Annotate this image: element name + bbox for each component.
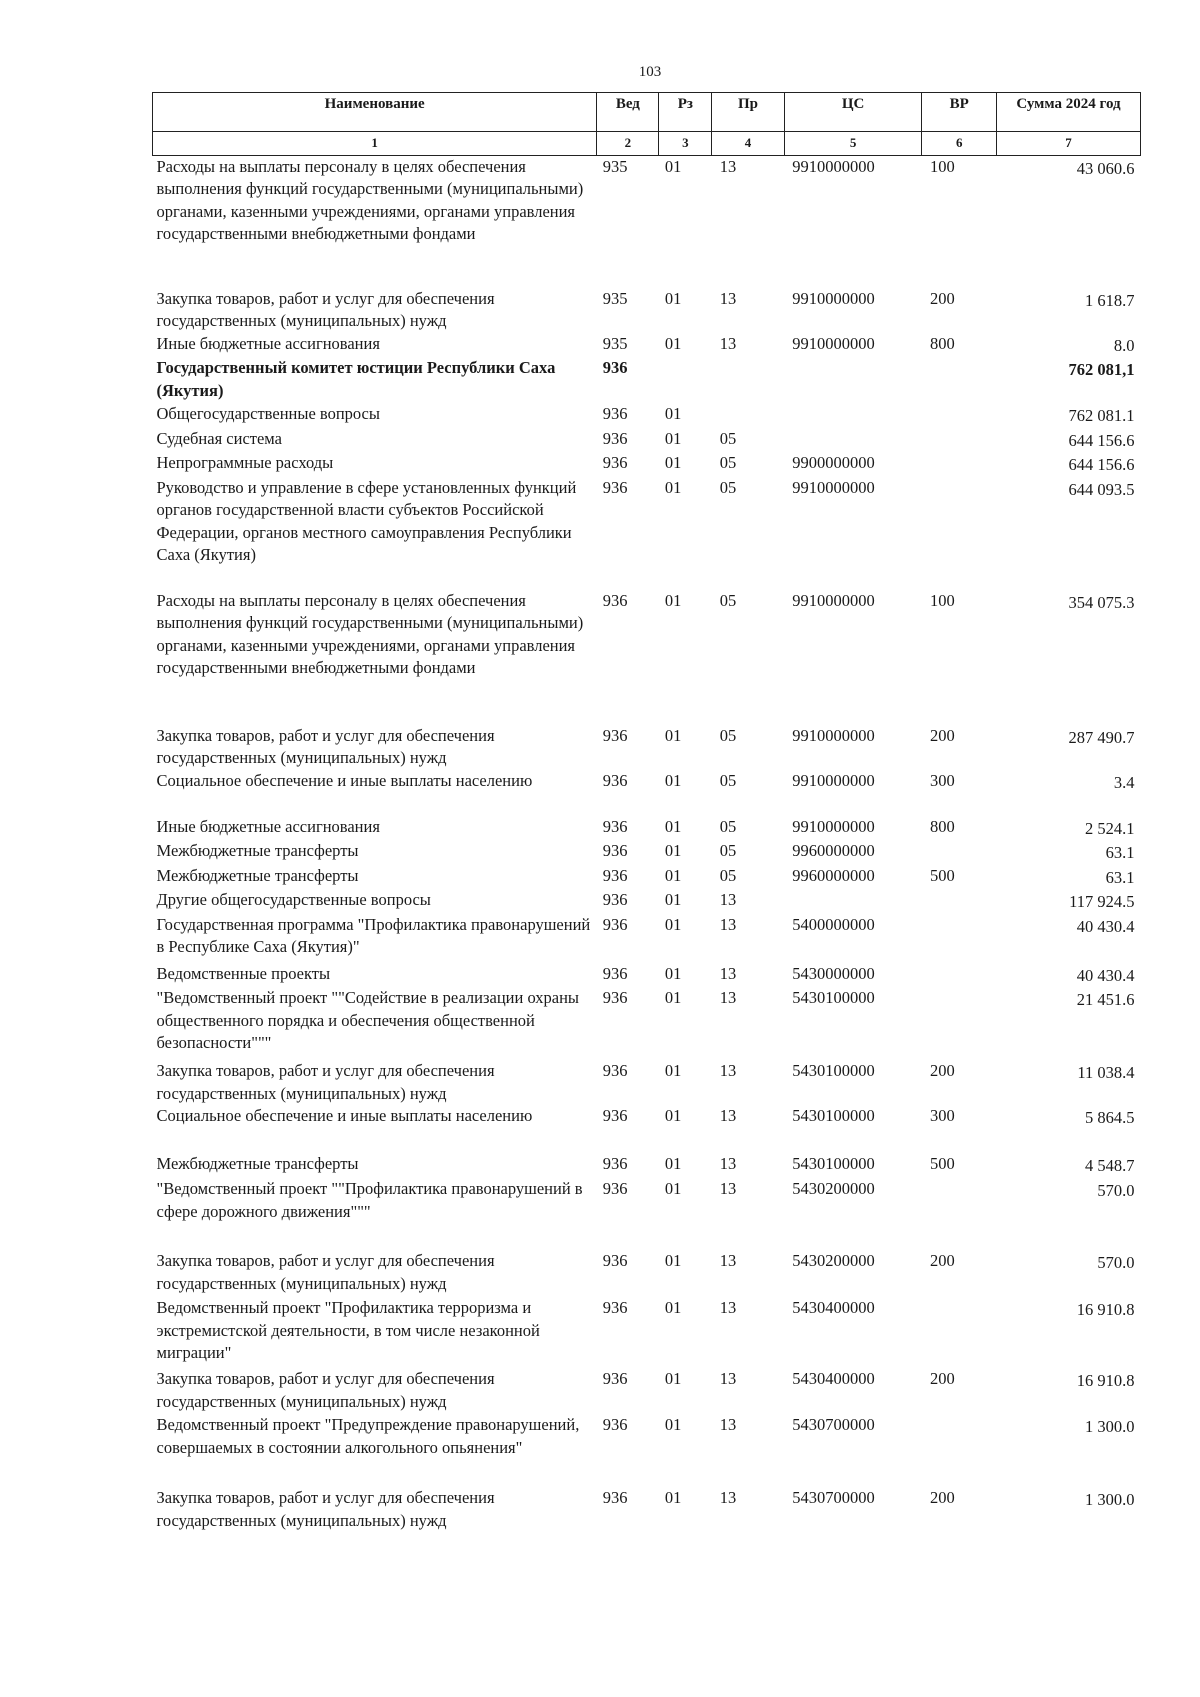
- row-pr: 05: [719, 590, 737, 610]
- table-row: [153, 477, 1141, 590]
- row-name: Непрограммные расходы: [156, 453, 334, 472]
- row-cs: 9900000000: [792, 453, 875, 472]
- row-name: Другие общегосударственные вопросы: [156, 890, 431, 909]
- row-name: "Ведомственный проект ""Профилактика правонарушений в сфере дорожного движения""": [156, 1179, 583, 1221]
- row-pr: 13: [719, 1106, 737, 1125]
- col-header-sum: Сумма 2024 год: [997, 93, 1141, 132]
- col-header-name: Наименование: [153, 93, 597, 132]
- table-row: [153, 816, 1141, 841]
- row-vr: [922, 428, 997, 453]
- row-rz: 01: [664, 725, 682, 745]
- row-ved: 936: [602, 816, 628, 836]
- row-vr: 200: [929, 1488, 955, 1507]
- table-row: [153, 1487, 1141, 1536]
- row-vr: [922, 889, 997, 914]
- row-name: Межбюджетные трансферты: [156, 865, 359, 885]
- col-number-5: 5: [784, 132, 922, 156]
- row-ved: 936: [602, 988, 628, 1007]
- table-row: [153, 770, 1141, 816]
- table-row: [153, 1368, 1141, 1414]
- row-name: Закупка товаров, работ и услуг для обеспечения государственных (муниципальных) нужд: [156, 1251, 495, 1293]
- row-sum: 570.0: [1097, 1253, 1135, 1272]
- row-cs: 5430100000: [792, 1106, 875, 1125]
- row-name: Закупка товаров, работ и услуг для обеспечения государственных (муниципальных) нужд: [156, 725, 495, 767]
- row-name: Государственный комитет юстиции Республики Саха (Якутия): [156, 358, 556, 400]
- row-pr: 05: [719, 725, 737, 745]
- row-vr: 800: [929, 333, 955, 353]
- row-ved: 936: [602, 404, 628, 423]
- row-cs: 9960000000: [792, 841, 875, 860]
- row-pr: 13: [719, 890, 737, 909]
- row-vr: [922, 357, 997, 403]
- row-vr: 500: [929, 865, 955, 885]
- row-pr: 13: [719, 963, 737, 983]
- table-row: [153, 1153, 1141, 1178]
- row-ved: 936: [602, 1488, 628, 1507]
- row-pr: 05: [719, 816, 737, 836]
- row-name: Расходы на выплаты персоналу в целях обеспечения выполнения функций государственными (муниципальными) органами, казенными учреждениями, органами управления государственными внебюджетными фондами: [156, 590, 584, 677]
- row-ved: 936: [602, 590, 628, 610]
- row-rz: 01: [664, 590, 682, 610]
- row-name: Иные бюджетные ассигнования: [156, 333, 380, 353]
- row-name: Руководство и управление в сфере установленных функций органов государственной власти субъектов Российской Федерации, органов местного самоуправления Республики Саха (Якутия): [156, 477, 577, 564]
- row-pr: 13: [719, 1251, 737, 1270]
- row-ved: 936: [602, 770, 628, 790]
- row-ved: 935: [602, 333, 628, 353]
- table-row: [153, 1105, 1141, 1153]
- row-vr: [922, 477, 997, 590]
- row-cs: 9910000000: [792, 156, 875, 176]
- row-sum: 43 060.6: [1076, 158, 1135, 178]
- table-row: [153, 725, 1141, 770]
- row-vr: 800: [929, 816, 955, 836]
- col-number-6: 6: [922, 132, 997, 156]
- row-ved: 936: [602, 914, 628, 934]
- row-ved: 936: [602, 1061, 628, 1080]
- row-sum: 11 038.4: [1077, 1063, 1135, 1082]
- row-cs: [784, 403, 922, 428]
- row-vr: 200: [929, 1251, 955, 1270]
- row-pr: 13: [719, 1061, 737, 1080]
- row-rz: 01: [664, 1488, 682, 1507]
- row-pr: 13: [719, 1488, 737, 1507]
- row-pr: 13: [719, 1415, 737, 1434]
- row-cs: 5430000000: [792, 963, 875, 983]
- row-rz: 01: [664, 865, 682, 885]
- row-sum: 1 300.0: [1085, 1417, 1135, 1436]
- col-header-ved: Вед: [597, 93, 659, 132]
- row-ved: 936: [602, 1298, 628, 1317]
- row-sum: 287 490.7: [1068, 727, 1135, 747]
- row-ved: 936: [602, 428, 628, 448]
- row-ved: 936: [602, 725, 628, 745]
- row-cs: 9910000000: [792, 590, 875, 610]
- col-header-vr: ВР: [922, 93, 997, 132]
- row-pr: [712, 357, 784, 403]
- row-cs: 9910000000: [792, 288, 875, 308]
- row-name: "Ведомственный проект ""Содействие в реализации охраны общественного порядка и обеспечения общественной безопасности""": [156, 988, 580, 1052]
- row-rz: 01: [664, 453, 682, 472]
- row-vr: [922, 914, 997, 963]
- row-sum: 644 156.6: [1068, 430, 1135, 450]
- table-row: [153, 1414, 1141, 1487]
- row-name: Расходы на выплаты персоналу в целях обеспечения выполнения функций государственными (муниципальными) органами, казенными учреждениями, органами управления государственными внебюджетными фондами: [156, 156, 584, 243]
- row-name: Ведомственные проекты: [156, 963, 331, 983]
- row-sum: 40 430.4: [1076, 916, 1135, 936]
- row-ved: 935: [602, 288, 628, 308]
- row-name: Закупка товаров, работ и услуг для обеспечения государственных (муниципальных) нужд: [156, 1369, 495, 1411]
- table-row: [153, 288, 1141, 333]
- table-row: [153, 403, 1141, 428]
- row-sum: 21 451.6: [1076, 990, 1135, 1009]
- table-row: [153, 1178, 1141, 1250]
- row-ved: 936: [602, 453, 628, 472]
- row-pr: 13: [719, 333, 737, 353]
- page-number: 103: [638, 64, 662, 80]
- row-sum: 63.1: [1105, 843, 1135, 862]
- row-ved: 936: [602, 1369, 628, 1388]
- row-ved: 936: [602, 1251, 628, 1270]
- row-pr: 05: [719, 865, 737, 885]
- row-sum: 3.4: [1113, 772, 1135, 792]
- row-vr: [922, 1414, 997, 1487]
- row-name: Закупка товаров, работ и услуг для обеспечения государственных (муниципальных) нужд: [156, 1488, 495, 1530]
- row-vr: 300: [929, 770, 955, 790]
- row-cs: 5430700000: [792, 1415, 875, 1434]
- row-name: Общегосударственные вопросы: [156, 404, 380, 423]
- row-vr: [922, 987, 997, 1060]
- row-vr: [922, 840, 997, 865]
- row-sum: 354 075.3: [1068, 592, 1135, 612]
- header-number-row: [153, 132, 1141, 156]
- row-ved: 936: [602, 477, 628, 497]
- row-name: Судебная система: [156, 428, 282, 448]
- row-pr: 13: [719, 914, 737, 934]
- row-cs: 5430700000: [792, 1488, 875, 1507]
- row-vr: 300: [929, 1106, 955, 1125]
- col-number-3: 3: [659, 132, 712, 156]
- table-row: [153, 963, 1141, 988]
- row-pr: 13: [719, 988, 737, 1007]
- row-rz: 01: [664, 1369, 682, 1388]
- row-sum: 5 864.5: [1085, 1108, 1135, 1127]
- row-rz: 01: [664, 1061, 682, 1080]
- row-cs: 5430100000: [792, 1154, 875, 1173]
- row-vr: 100: [929, 156, 955, 176]
- row-cs: [784, 428, 922, 453]
- col-number-1: 1: [153, 132, 597, 156]
- row-ved: 936: [602, 890, 628, 909]
- col-number-7: 7: [997, 132, 1141, 156]
- table-row: [153, 914, 1141, 963]
- row-cs: 9910000000: [792, 770, 875, 790]
- row-sum: 570.0: [1097, 1181, 1135, 1200]
- row-rz: 01: [664, 963, 682, 983]
- row-sum: 16 910.8: [1076, 1300, 1135, 1319]
- row-sum: 8.0: [1113, 335, 1135, 355]
- row-pr: 05: [719, 477, 737, 497]
- row-sum: 644 156.6: [1068, 455, 1135, 474]
- row-cs: 5430200000: [792, 1179, 875, 1198]
- row-ved: 936: [602, 1415, 628, 1434]
- row-name: Ведомственный проект "Профилактика терроризма и экстремистской деятельности, в том числе незаконной миграции": [156, 1298, 540, 1362]
- row-rz: 01: [664, 428, 682, 448]
- row-sum: 2 524.1: [1085, 818, 1135, 838]
- table-body: [153, 155, 1141, 1536]
- row-vr: 200: [929, 288, 955, 308]
- row-cs: 5400000000: [792, 914, 875, 934]
- row-sum: 16 910.8: [1076, 1371, 1135, 1390]
- row-rz: 01: [664, 890, 682, 909]
- row-ved: 936: [602, 358, 628, 377]
- row-pr: 05: [719, 770, 737, 790]
- row-sum: 63.1: [1105, 867, 1135, 887]
- row-sum: 1 300.0: [1085, 1490, 1135, 1509]
- row-name: Закупка товаров, работ и услуг для обеспечения государственных (муниципальных) нужд: [156, 288, 495, 330]
- row-ved: 936: [602, 841, 628, 860]
- col-header-rz: Рз: [659, 93, 712, 132]
- row-rz: 01: [664, 841, 682, 860]
- row-rz: [659, 357, 712, 403]
- row-pr: 13: [719, 288, 737, 308]
- row-cs: 5430100000: [792, 1061, 875, 1080]
- row-rz: 01: [664, 914, 682, 934]
- row-cs: 9910000000: [792, 725, 875, 745]
- table-row: [153, 155, 1141, 288]
- row-name: Социальное обеспечение и иные выплаты населению: [156, 770, 533, 790]
- row-cs: [784, 889, 922, 914]
- table-row: [153, 1297, 1141, 1368]
- row-vr: 500: [929, 1154, 955, 1173]
- row-pr: 13: [719, 156, 737, 176]
- row-rz: 01: [664, 816, 682, 836]
- row-name: Закупка товаров, работ и услуг для обеспечения государственных (муниципальных) нужд: [156, 1061, 495, 1103]
- row-rz: 01: [664, 988, 682, 1007]
- table-row: [153, 1250, 1141, 1297]
- row-sum: 4 548.7: [1085, 1156, 1135, 1175]
- row-cs: 5430400000: [792, 1369, 875, 1388]
- table-header: [153, 93, 1141, 156]
- row-cs: [784, 357, 922, 403]
- row-name: Межбюджетные трансферты: [156, 1154, 359, 1173]
- row-vr: [922, 403, 997, 428]
- col-header-cs: ЦС: [784, 93, 922, 132]
- row-pr: 05: [719, 453, 737, 472]
- budget-table: [152, 92, 1141, 1536]
- header-row: [153, 93, 1141, 132]
- row-rz: 01: [664, 770, 682, 790]
- row-rz: 01: [664, 1415, 682, 1434]
- row-vr: [922, 1297, 997, 1368]
- row-rz: 01: [664, 1106, 682, 1125]
- row-cs: 9910000000: [792, 333, 875, 353]
- row-vr: [922, 963, 997, 988]
- row-sum: 117 924.5: [1069, 892, 1135, 911]
- row-rz: 01: [664, 1179, 682, 1198]
- row-cs: 9960000000: [792, 865, 875, 885]
- row-sum: 40 430.4: [1076, 965, 1135, 985]
- row-rz: 01: [664, 1298, 682, 1317]
- row-pr: 05: [719, 428, 737, 448]
- row-pr: 13: [719, 1298, 737, 1317]
- table-row: [153, 987, 1141, 1060]
- row-vr: [922, 1178, 997, 1250]
- table-row: [153, 452, 1141, 477]
- row-rz: 01: [664, 477, 682, 497]
- row-sum: 644 093.5: [1068, 479, 1135, 499]
- row-vr: 200: [929, 1369, 955, 1388]
- row-sum: 762 081.1: [1068, 406, 1135, 425]
- row-ved: 936: [602, 1154, 628, 1173]
- row-cs: 5430100000: [792, 988, 875, 1007]
- table-row: [153, 590, 1141, 725]
- row-rz: 01: [664, 333, 682, 353]
- row-ved: 936: [602, 1179, 628, 1198]
- row-ved: 935: [602, 156, 628, 176]
- row-vr: 200: [929, 1061, 955, 1080]
- row-pr: 13: [719, 1179, 737, 1198]
- row-cs: 5430200000: [792, 1251, 875, 1270]
- row-rz: 01: [664, 1251, 682, 1270]
- row-pr: 13: [719, 1369, 737, 1388]
- row-vr: 200: [929, 725, 955, 745]
- col-number-2: 2: [597, 132, 659, 156]
- row-name: Межбюджетные трансферты: [156, 841, 359, 860]
- row-rz: 01: [664, 1154, 682, 1173]
- row-cs: 9910000000: [792, 816, 875, 836]
- row-name: Иные бюджетные ассигнования: [156, 816, 380, 836]
- row-sum: 1 618.7: [1085, 290, 1135, 310]
- row-vr: [922, 452, 997, 477]
- row-name: Социальное обеспечение и иные выплаты населению: [156, 1106, 533, 1125]
- table-row: [153, 889, 1141, 914]
- row-ved: 936: [602, 865, 628, 885]
- table-row: [153, 865, 1141, 890]
- table-row: [153, 333, 1141, 358]
- row-cs: 5430400000: [792, 1298, 875, 1317]
- row-rz: 01: [664, 156, 682, 176]
- row-pr: [712, 403, 784, 428]
- col-number-4: 4: [712, 132, 784, 156]
- col-header-pr: Пр: [712, 93, 784, 132]
- row-sum: 762 081,1: [1068, 360, 1135, 379]
- row-pr: 13: [719, 1154, 737, 1173]
- row-vr: 100: [929, 590, 955, 610]
- table-row: [153, 357, 1141, 403]
- row-ved: 936: [602, 963, 628, 983]
- table-row: [153, 840, 1141, 865]
- row-cs: 9910000000: [792, 477, 875, 497]
- row-name: Ведомственный проект "Предупреждение правонарушений, совершаемых в состоянии алкогольного опьянения": [156, 1415, 580, 1457]
- table-row: [153, 1060, 1141, 1105]
- row-name: Государственная программа "Профилактика правонарушений в Республике Саха (Якутия)": [156, 914, 591, 956]
- row-rz: 01: [664, 404, 682, 423]
- row-rz: 01: [664, 288, 682, 308]
- row-pr: 05: [719, 841, 737, 860]
- row-ved: 936: [602, 1106, 628, 1125]
- table-row: [153, 428, 1141, 453]
